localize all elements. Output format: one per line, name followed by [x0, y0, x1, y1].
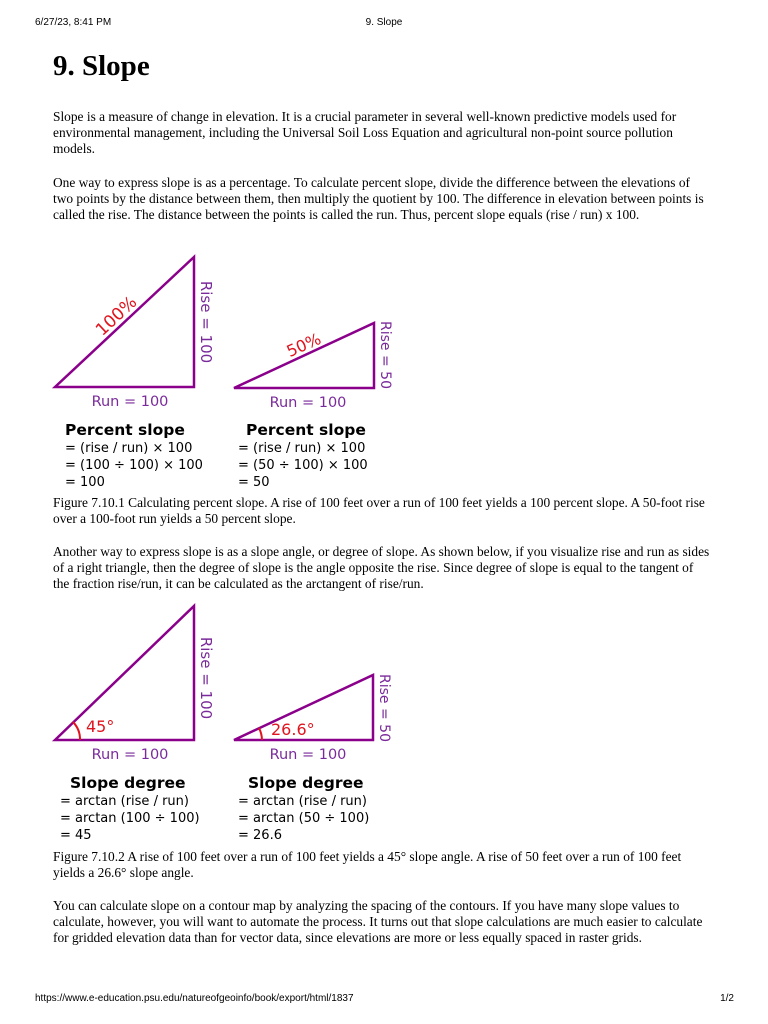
print-url: https://www.e-education.psu.edu/natureofgeoinfo/book/export/html/1837	[35, 993, 354, 1004]
rise-label-right: Rise = 50	[376, 674, 392, 742]
run-label-left: Run = 100	[91, 394, 169, 410]
figure-caption-2: Figure 7.10.2 A rise of 100 feet over a run of 100 feet yields a 45° slope angle. A rise of 50 feet over a run of 100 feet yields a 26.6° slope angle.	[53, 849, 682, 881]
slope-degree-calc-left	[60, 773, 200, 844]
percent-slope-calc-left	[65, 420, 203, 491]
slope-label-50: 50%	[283, 329, 324, 361]
paragraph-intro: Slope is a measure of change in elevation. It is a crucial parameter in several well-known predictive models used for environmental management, including the Universal Soil Loss Equation and agricultural non-point source pollution models.	[53, 109, 677, 157]
page-title: 9. Slope	[53, 50, 150, 82]
page-number: 1/2	[720, 993, 734, 1004]
calc-title: Slope degree	[70, 774, 186, 792]
calc-line: = 45	[60, 828, 92, 843]
calc-title: Slope degree	[248, 774, 364, 792]
calc-line: = 100	[65, 475, 105, 490]
slope-degree-calc-right	[238, 773, 369, 844]
figure-caption-1: Figure 7.10.1 Calculating percent slope. A rise of 100 feet over a run of 100 feet yields a 100 percent slope. A 50-foot rise over a 100-foot run yields a 50 percent slope.	[53, 495, 705, 527]
triangle-50-percent	[234, 323, 374, 388]
slope-label-100: 100%	[91, 292, 142, 341]
triangle-45-degree	[55, 606, 194, 740]
angle-arc-right	[259, 728, 262, 740]
calc-line: = (rise / run) × 100	[238, 441, 366, 456]
rise-label-left: Rise = 100	[197, 280, 215, 364]
calc-title: Percent slope	[246, 421, 366, 439]
angle-label-26: 26.6°	[271, 720, 315, 739]
calc-line: = arctan (100 ÷ 100)	[60, 811, 200, 826]
angle-label-45: 45°	[86, 717, 115, 736]
run-label-right: Run = 100	[269, 747, 347, 763]
paragraph-contour: You can calculate slope on a contour map by analyzing the spacing of the contours. If you have many slope values to calculate, however, you will want to automate the process. It turns out that slope calculations are much easier to calculate for gridded elevation data than for vector data, since elevations are more or less equally spaced in raster grids.	[53, 898, 703, 946]
rise-label-left: Rise = 100	[197, 636, 215, 720]
calc-line: = arctan (rise / run)	[60, 794, 189, 809]
print-footer	[0, 993, 768, 1007]
calc-line: = arctan (50 ÷ 100)	[238, 811, 370, 826]
percent-slope-calc-right	[238, 420, 368, 491]
paragraph-percent-slope: One way to express slope is as a percentage. To calculate percent slope, divide the difference between the elevations of two points by the distance between them, then multiply the quotient by 100. The difference in elevation between points is called the rise. The distance between the points is called the run. Thus, percent slope equals (rise / run) x 100.	[53, 175, 704, 223]
figure-slope-degree	[50, 600, 410, 770]
calc-line: = 26.6	[238, 828, 282, 843]
print-header	[0, 17, 768, 31]
run-label-right: Run = 100	[269, 395, 347, 411]
angle-arc-left	[73, 722, 80, 740]
calc-line: = (100 ÷ 100) × 100	[65, 458, 203, 473]
calc-line: = arctan (rise / run)	[238, 794, 367, 809]
calc-line: = 50	[238, 475, 270, 490]
rise-label-right: Rise = 50	[377, 321, 393, 389]
run-label-left: Run = 100	[91, 747, 169, 763]
calc-title: Percent slope	[65, 421, 185, 439]
figure-percent-slope	[50, 252, 410, 414]
calc-line: = (50 ÷ 100) × 100	[238, 458, 368, 473]
paragraph-slope-angle: Another way to express slope is as a slope angle, or degree of slope. As shown below, if you visualize rise and run as sides of a right triangle, then the degree of slope is the angle opposite the rise. Since degree of slope is equal to the tangent of the fraction rise/run, it can be calculated as the arctangent of rise/run.	[53, 544, 710, 592]
print-doc-title: 9. Slope	[365, 17, 403, 28]
print-datetime: 6/27/23, 8:41 PM	[35, 17, 112, 28]
calc-line: = (rise / run) × 100	[65, 441, 193, 456]
